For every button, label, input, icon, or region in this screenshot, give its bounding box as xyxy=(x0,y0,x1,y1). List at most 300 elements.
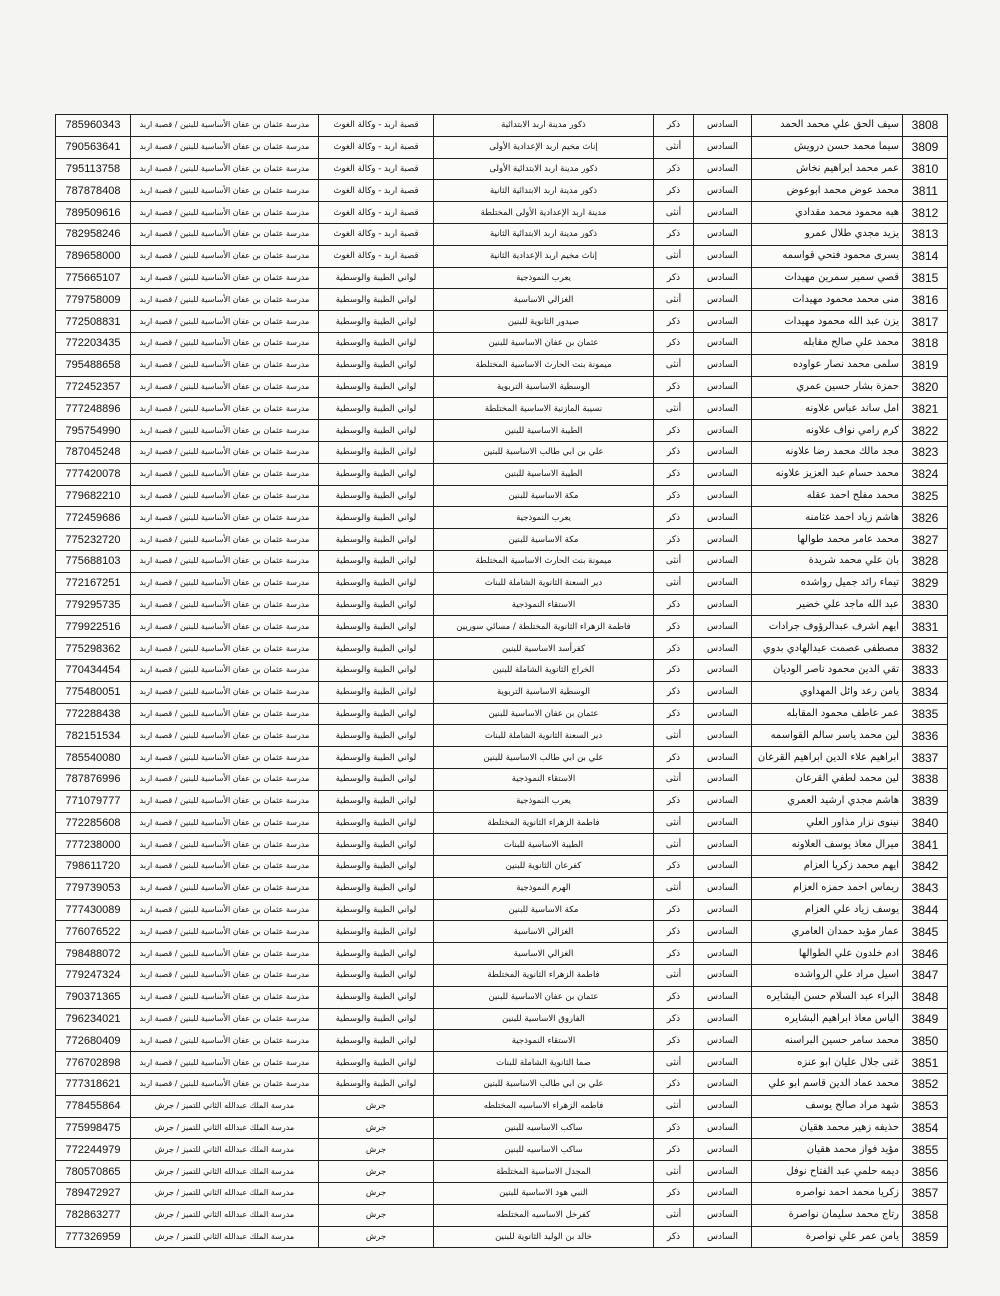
directorate-cell: لواني الطيبة والوسطية xyxy=(319,790,434,812)
student-name-cell: ديمه حلمي عبد الفتاح نوفل xyxy=(752,1161,903,1183)
assigned-school-cell: مدرسة عثمان بن عفان الأساسية للبنين / قصبة اربد xyxy=(131,790,319,812)
grade-cell: السادس xyxy=(694,529,752,551)
grade-cell: السادس xyxy=(694,202,752,224)
student-name-cell: ايهم اشرف عبدالرؤوف جرادات xyxy=(752,616,903,638)
assigned-school-cell: مدرسة عثمان بن عفان الأساسية للبنين / قصبة اربد xyxy=(131,398,319,420)
gender-cell: ذكر xyxy=(654,659,694,681)
assigned-school-cell: مدرسة عثمان بن عفان الأساسية للبنين / قصبة اربد xyxy=(131,616,319,638)
grade-cell: السادس xyxy=(694,507,752,529)
current-school-cell: الاستقاء النموذجية xyxy=(434,1030,654,1052)
phone-number-cell: 798611720 xyxy=(56,856,131,878)
student-name-cell: زكريا محمد احمد نواصره xyxy=(752,1183,903,1205)
serial-number-cell: 3837 xyxy=(903,747,948,769)
current-school-cell: خالد بن الوليد الثانوية للبنين xyxy=(434,1226,654,1248)
current-school-cell: المجدل الاساسية المختلطة xyxy=(434,1161,654,1183)
serial-number-cell: 3818 xyxy=(903,332,948,354)
student-roster-table xyxy=(55,114,948,1248)
current-school-cell: ذكور مدينة اربد الابتدائية الأولى xyxy=(434,158,654,180)
student-name-cell: سيما محمد حسن درويش xyxy=(752,136,903,158)
serial-number-cell: 3808 xyxy=(903,115,948,137)
gender-cell: ذكر xyxy=(654,463,694,485)
grade-cell: السادس xyxy=(694,1226,752,1248)
assigned-school-cell: مدرسة عثمان بن عفان الأساسية للبنين / قصبة اربد xyxy=(131,289,319,311)
grade-cell: السادس xyxy=(694,681,752,703)
grade-cell: السادس xyxy=(694,703,752,725)
directorate-cell: لواني الطيبة والوسطية xyxy=(319,1074,434,1096)
grade-cell: السادس xyxy=(694,332,752,354)
student-name-cell: محمد حسام عبد العزيز علاونه xyxy=(752,463,903,485)
student-name-cell: يامن رعد وائل المهداوي xyxy=(752,681,903,703)
student-name-cell: هاشم مجدي ارشيد العمري xyxy=(752,790,903,812)
student-name-cell: لين محمد ياسر سالم القواسمه xyxy=(752,725,903,747)
gender-cell: ذكر xyxy=(654,420,694,442)
table-row xyxy=(56,681,948,703)
phone-number-cell: 787045248 xyxy=(56,441,131,463)
current-school-cell: الفاروق الاساسية للبنين xyxy=(434,1008,654,1030)
table-row xyxy=(56,354,948,376)
grade-cell: السادس xyxy=(694,659,752,681)
student-name-cell: محمد عوض محمد ابوعوض xyxy=(752,180,903,202)
student-name-cell: سلمى محمد نصار عواوده xyxy=(752,354,903,376)
directorate-cell: لواني الطيبة والوسطية xyxy=(319,1008,434,1030)
phone-number-cell: 777420078 xyxy=(56,463,131,485)
current-school-cell: إناث مخيم اربد الإعدادية الثانية xyxy=(434,245,654,267)
current-school-cell: الطيبة الاساسية للبنين xyxy=(434,420,654,442)
gender-cell: ذكر xyxy=(654,638,694,660)
serial-number-cell: 3849 xyxy=(903,1008,948,1030)
phone-number-cell: 787876996 xyxy=(56,768,131,790)
phone-number-cell: 772459686 xyxy=(56,507,131,529)
directorate-cell: لواني الطيبة والوسطية xyxy=(319,332,434,354)
assigned-school-cell: مدرسة عثمان بن عفان الأساسية للبنين / قصبة اربد xyxy=(131,115,319,137)
grade-cell: السادس xyxy=(694,921,752,943)
assigned-school-cell: مدرسة عثمان بن عفان الأساسية للبنين / قصبة اربد xyxy=(131,1030,319,1052)
serial-number-cell: 3832 xyxy=(903,638,948,660)
grade-cell: السادس xyxy=(694,158,752,180)
table-row xyxy=(56,1183,948,1205)
phone-number-cell: 795113758 xyxy=(56,158,131,180)
grade-cell: السادس xyxy=(694,1117,752,1139)
serial-number-cell: 3852 xyxy=(903,1074,948,1096)
phone-number-cell: 785540080 xyxy=(56,747,131,769)
phone-number-cell: 789658000 xyxy=(56,245,131,267)
current-school-cell: مكة الاساسية للبنين xyxy=(434,899,654,921)
table-row xyxy=(56,158,948,180)
directorate-cell: لواني الطيبة والوسطية xyxy=(319,420,434,442)
directorate-cell: لواني الطيبة والوسطية xyxy=(319,856,434,878)
table-row xyxy=(56,463,948,485)
current-school-cell: ميمونة بنت الحارث الاساسية المختلطة xyxy=(434,354,654,376)
current-school-cell: كفرأسد الاساسية للبنين xyxy=(434,638,654,660)
phone-number-cell: 772285608 xyxy=(56,812,131,834)
assigned-school-cell: مدرسة عثمان بن عفان الأساسية للبنين / قصبة اربد xyxy=(131,834,319,856)
grade-cell: السادس xyxy=(694,965,752,987)
student-name-cell: ميرال معاذ يوسف العلاونه xyxy=(752,834,903,856)
table-row xyxy=(56,1139,948,1161)
serial-number-cell: 3857 xyxy=(903,1183,948,1205)
serial-number-cell: 3815 xyxy=(903,267,948,289)
serial-number-cell: 3829 xyxy=(903,572,948,594)
assigned-school-cell: مدرسة عثمان بن عفان الأساسية للبنين / قصبة اربد xyxy=(131,899,319,921)
grade-cell: السادس xyxy=(694,768,752,790)
table-row xyxy=(56,790,948,812)
phone-number-cell: 780570865 xyxy=(56,1161,131,1183)
current-school-cell: علي بن ابي طالب الاساسية للبنين xyxy=(434,441,654,463)
gender-cell: أنثى xyxy=(654,725,694,747)
current-school-cell: الاستقاء النموذجية xyxy=(434,594,654,616)
table-row xyxy=(56,1074,948,1096)
assigned-school-cell: مدرسة عثمان بن عفان الأساسية للبنين / قصبة اربد xyxy=(131,202,319,224)
serial-number-cell: 3858 xyxy=(903,1204,948,1226)
grade-cell: السادس xyxy=(694,1183,752,1205)
directorate-cell: قصبة اربد - وكالة الغوث xyxy=(319,136,434,158)
directorate-cell: لواني الطيبة والوسطية xyxy=(319,1030,434,1052)
table-row xyxy=(56,1117,948,1139)
gender-cell: ذكر xyxy=(654,485,694,507)
table-row xyxy=(56,877,948,899)
serial-number-cell: 3834 xyxy=(903,681,948,703)
table-row xyxy=(56,768,948,790)
current-school-cell: النبي هود الاساسية للبنين xyxy=(434,1183,654,1205)
gender-cell: ذكر xyxy=(654,180,694,202)
grade-cell: السادس xyxy=(694,550,752,572)
grade-cell: السادس xyxy=(694,856,752,878)
student-name-cell: لين محمد لطفي القرعان xyxy=(752,768,903,790)
assigned-school-cell: مدرسة عثمان بن عفان الأساسية للبنين / قصبة اربد xyxy=(131,463,319,485)
current-school-cell: عثمان بن عفان الاساسية للبنين xyxy=(434,986,654,1008)
table-row xyxy=(56,267,948,289)
serial-number-cell: 3853 xyxy=(903,1095,948,1117)
assigned-school-cell: مدرسة عثمان بن عفان الأساسية للبنين / قصبة اربد xyxy=(131,158,319,180)
student-name-cell: سيف الحق علي محمد الحمد xyxy=(752,115,903,137)
grade-cell: السادس xyxy=(694,1095,752,1117)
phone-number-cell: 777238000 xyxy=(56,834,131,856)
serial-number-cell: 3825 xyxy=(903,485,948,507)
serial-number-cell: 3848 xyxy=(903,986,948,1008)
table-row xyxy=(56,289,948,311)
current-school-cell: الهرم النموذجية xyxy=(434,877,654,899)
phone-number-cell: 775665107 xyxy=(56,267,131,289)
student-name-cell: ادم خلدون علي الطوالها xyxy=(752,943,903,965)
directorate-cell: لواني الطيبة والوسطية xyxy=(319,877,434,899)
gender-cell: ذكر xyxy=(654,158,694,180)
current-school-cell: ساكب الاساسيه للبنين xyxy=(434,1117,654,1139)
student-name-cell: البراء عبد السلام حسن البشايره xyxy=(752,986,903,1008)
serial-number-cell: 3840 xyxy=(903,812,948,834)
phone-number-cell: 785960343 xyxy=(56,115,131,137)
assigned-school-cell: مدرسة عثمان بن عفان الأساسية للبنين / قصبة اربد xyxy=(131,420,319,442)
directorate-cell: لواني الطيبة والوسطية xyxy=(319,376,434,398)
grade-cell: السادس xyxy=(694,398,752,420)
student-name-cell: غنى جلال عليان ابو عنزه xyxy=(752,1052,903,1074)
grade-cell: السادس xyxy=(694,899,752,921)
assigned-school-cell: مدرسة عثمان بن عفان الأساسية للبنين / قصبة اربد xyxy=(131,965,319,987)
student-name-cell: يسرى محمود فتحي قواسمه xyxy=(752,245,903,267)
phone-number-cell: 779247324 xyxy=(56,965,131,987)
current-school-cell: يعرب النموذجية xyxy=(434,790,654,812)
assigned-school-cell: مدرسة عثمان بن عفان الأساسية للبنين / قصبة اربد xyxy=(131,943,319,965)
assigned-school-cell: مدرسة عثمان بن عفان الأساسية للبنين / قصبة اربد xyxy=(131,529,319,551)
assigned-school-cell: مدرسة عثمان بن عفان الأساسية للبنين / قصبة اربد xyxy=(131,507,319,529)
grade-cell: السادس xyxy=(694,136,752,158)
serial-number-cell: 3827 xyxy=(903,529,948,551)
serial-number-cell: 3830 xyxy=(903,594,948,616)
current-school-cell: مكة الاساسية للبنين xyxy=(434,485,654,507)
gender-cell: أنثى xyxy=(654,1052,694,1074)
table-row xyxy=(56,180,948,202)
table-row xyxy=(56,1226,948,1248)
phone-number-cell: 775998475 xyxy=(56,1117,131,1139)
grade-cell: السادس xyxy=(694,943,752,965)
table-row xyxy=(56,550,948,572)
phone-number-cell: 775480051 xyxy=(56,681,131,703)
current-school-cell: الطيبة الاساسية للبنات xyxy=(434,834,654,856)
gender-cell: ذكر xyxy=(654,1117,694,1139)
current-school-cell: الوسطية الاساسية التربوية xyxy=(434,376,654,398)
serial-number-cell: 3854 xyxy=(903,1117,948,1139)
table-row xyxy=(56,420,948,442)
assigned-school-cell: مدرسة عثمان بن عفان الأساسية للبنين / قصبة اربد xyxy=(131,921,319,943)
directorate-cell: لواني الطيبة والوسطية xyxy=(319,703,434,725)
phone-number-cell: 775298362 xyxy=(56,638,131,660)
table-row xyxy=(56,747,948,769)
gender-cell: أنثى xyxy=(654,965,694,987)
gender-cell: أنثى xyxy=(654,354,694,376)
student-name-cell: محمد عامر محمد طوالها xyxy=(752,529,903,551)
directorate-cell: لواني الطيبة والوسطية xyxy=(319,572,434,594)
grade-cell: السادس xyxy=(694,1204,752,1226)
serial-number-cell: 3821 xyxy=(903,398,948,420)
table-row xyxy=(56,398,948,420)
table-row xyxy=(56,921,948,943)
assigned-school-cell: مدرسة الملك عبدالله الثاني للتميز / جرش xyxy=(131,1095,319,1117)
directorate-cell: لواني الطيبة والوسطية xyxy=(319,725,434,747)
directorate-cell: لواني الطيبة والوسطية xyxy=(319,834,434,856)
gender-cell: أنثى xyxy=(654,812,694,834)
gender-cell: ذكر xyxy=(654,376,694,398)
table-row xyxy=(56,812,948,834)
phone-number-cell: 779682210 xyxy=(56,485,131,507)
directorate-cell: لواني الطيبة والوسطية xyxy=(319,398,434,420)
gender-cell: ذكر xyxy=(654,332,694,354)
phone-number-cell: 777326959 xyxy=(56,1226,131,1248)
assigned-school-cell: مدرسة عثمان بن عفان الأساسية للبنين / قصبة اربد xyxy=(131,332,319,354)
directorate-cell: لواني الطيبة والوسطية xyxy=(319,965,434,987)
directorate-cell: جرش xyxy=(319,1117,434,1139)
student-name-cell: رتاج محمد سليمان نواصرة xyxy=(752,1204,903,1226)
serial-number-cell: 3856 xyxy=(903,1161,948,1183)
current-school-cell: كفرخل الاساسيه المختلطه xyxy=(434,1204,654,1226)
current-school-cell: كفرعان الثانوية للبنين xyxy=(434,856,654,878)
assigned-school-cell: مدرسة عثمان بن عفان الأساسية للبنين / قصبة اربد xyxy=(131,703,319,725)
current-school-cell: ساكب الاساسيه للبنين xyxy=(434,1139,654,1161)
assigned-school-cell: مدرسة عثمان بن عفان الأساسية للبنين / قصبة اربد xyxy=(131,1074,319,1096)
directorate-cell: لواني الطيبة والوسطية xyxy=(319,681,434,703)
student-name-cell: تيماء رائد جميل رواشده xyxy=(752,572,903,594)
assigned-school-cell: مدرسة عثمان بن عفان الأساسية للبنين / قصبة اربد xyxy=(131,1052,319,1074)
grade-cell: السادس xyxy=(694,354,752,376)
directorate-cell: جرش xyxy=(319,1183,434,1205)
grade-cell: السادس xyxy=(694,594,752,616)
phone-number-cell: 777318621 xyxy=(56,1074,131,1096)
current-school-cell: إناث مخيم اربد الإعدادية الأولى xyxy=(434,136,654,158)
phone-number-cell: 795754990 xyxy=(56,420,131,442)
current-school-cell: عثمان بن عفان الاساسية للبنين xyxy=(434,332,654,354)
table-row xyxy=(56,725,948,747)
table-row xyxy=(56,529,948,551)
serial-number-cell: 3844 xyxy=(903,899,948,921)
gender-cell: ذكر xyxy=(654,1008,694,1030)
gender-cell: أنثى xyxy=(654,768,694,790)
current-school-cell: الاستقاء النموذجية xyxy=(434,768,654,790)
table-row xyxy=(56,441,948,463)
student-name-cell: ايهم محمد زكريا العزام xyxy=(752,856,903,878)
grade-cell: السادس xyxy=(694,223,752,245)
phone-number-cell: 771079777 xyxy=(56,790,131,812)
phone-number-cell: 778455864 xyxy=(56,1095,131,1117)
grade-cell: السادس xyxy=(694,1030,752,1052)
current-school-cell: نسيبة المازنية الاساسية المختلطة xyxy=(434,398,654,420)
student-name-cell: بان علي محمد شريدة xyxy=(752,550,903,572)
grade-cell: السادس xyxy=(694,1052,752,1074)
phone-number-cell: 772203435 xyxy=(56,332,131,354)
assigned-school-cell: مدرسة عثمان بن عفان الأساسية للبنين / قصبة اربد xyxy=(131,485,319,507)
gender-cell: أنثى xyxy=(654,877,694,899)
table-row xyxy=(56,943,948,965)
directorate-cell: قصبة اربد - وكالة الغوث xyxy=(319,158,434,180)
grade-cell: السادس xyxy=(694,1161,752,1183)
phone-number-cell: 779295735 xyxy=(56,594,131,616)
current-school-cell: صيدور الثانوية للبنين xyxy=(434,311,654,333)
directorate-cell: لواني الطيبة والوسطية xyxy=(319,768,434,790)
table-row xyxy=(56,1052,948,1074)
serial-number-cell: 3850 xyxy=(903,1030,948,1052)
current-school-cell: عثمان بن عفان الاساسية للبنين xyxy=(434,703,654,725)
serial-number-cell: 3828 xyxy=(903,550,948,572)
directorate-cell: جرش xyxy=(319,1139,434,1161)
current-school-cell: ذكور مدينة اربد الابتدائية الثانية xyxy=(434,180,654,202)
directorate-cell: لواني الطيبة والوسطية xyxy=(319,659,434,681)
grade-cell: السادس xyxy=(694,1139,752,1161)
student-name-cell: هاشم زياد احمد عثامنه xyxy=(752,507,903,529)
student-name-cell: اسيل مراد علي الرواشده xyxy=(752,965,903,987)
grade-cell: السادس xyxy=(694,180,752,202)
directorate-cell: قصبة اربد - وكالة الغوث xyxy=(319,245,434,267)
current-school-cell: الغزالي الاساسية xyxy=(434,943,654,965)
directorate-cell: قصبة اربد - وكالة الغوث xyxy=(319,202,434,224)
serial-number-cell: 3831 xyxy=(903,616,948,638)
assigned-school-cell: مدرسة عثمان بن عفان الأساسية للبنين / قصبة اربد xyxy=(131,877,319,899)
directorate-cell: لواني الطيبة والوسطية xyxy=(319,594,434,616)
phone-number-cell: 772244979 xyxy=(56,1139,131,1161)
current-school-cell: صما الثانوية الشاملة للبنات xyxy=(434,1052,654,1074)
gender-cell: أنثى xyxy=(654,572,694,594)
assigned-school-cell: مدرسة عثمان بن عفان الأساسية للبنين / قصبة اربد xyxy=(131,1008,319,1030)
student-name-cell: حذيفه زهير محمد هقيان xyxy=(752,1117,903,1139)
gender-cell: أنثى xyxy=(654,202,694,224)
current-school-cell: يعرب النموذجية xyxy=(434,507,654,529)
directorate-cell: جرش xyxy=(319,1161,434,1183)
gender-cell: ذكر xyxy=(654,1074,694,1096)
serial-number-cell: 3822 xyxy=(903,420,948,442)
current-school-cell: ميمونة بنت الحارث الاساسية المختلطة xyxy=(434,550,654,572)
gender-cell: ذكر xyxy=(654,529,694,551)
assigned-school-cell: مدرسة عثمان بن عفان الأساسية للبنين / قصبة اربد xyxy=(131,354,319,376)
phone-number-cell: 779758009 xyxy=(56,289,131,311)
assigned-school-cell: مدرسة الملك عبدالله الثاني للتميز / جرش xyxy=(131,1204,319,1226)
directorate-cell: لواني الطيبة والوسطية xyxy=(319,463,434,485)
serial-number-cell: 3836 xyxy=(903,725,948,747)
table-row xyxy=(56,245,948,267)
gender-cell: أنثى xyxy=(654,136,694,158)
gender-cell: ذكر xyxy=(654,267,694,289)
table-row xyxy=(56,376,948,398)
current-school-cell: يعرب النموذجية xyxy=(434,267,654,289)
student-name-cell: مجد مالك محمد رضا علاونه xyxy=(752,441,903,463)
serial-number-cell: 3819 xyxy=(903,354,948,376)
serial-number-cell: 3820 xyxy=(903,376,948,398)
table-row xyxy=(56,638,948,660)
directorate-cell: لواني الطيبة والوسطية xyxy=(319,1052,434,1074)
grade-cell: السادس xyxy=(694,616,752,638)
assigned-school-cell: مدرسة عثمان بن عفان الأساسية للبنين / قصبة اربد xyxy=(131,812,319,834)
serial-number-cell: 3833 xyxy=(903,659,948,681)
table-row xyxy=(56,332,948,354)
current-school-cell: الخراج الثانوية الشاملة للبنين xyxy=(434,659,654,681)
grade-cell: السادس xyxy=(694,441,752,463)
student-name-cell: ابراهيم علاء الدين ابراهيم القرعان xyxy=(752,747,903,769)
gender-cell: أنثى xyxy=(654,1161,694,1183)
table-row xyxy=(56,703,948,725)
directorate-cell: قصبة اربد - وكالة الغوث xyxy=(319,115,434,137)
serial-number-cell: 3841 xyxy=(903,834,948,856)
gender-cell: ذكر xyxy=(654,943,694,965)
gender-cell: ذكر xyxy=(654,115,694,137)
directorate-cell: لواني الطيبة والوسطية xyxy=(319,507,434,529)
serial-number-cell: 3817 xyxy=(903,311,948,333)
student-name-cell: يامن عمر علي نواصرة xyxy=(752,1226,903,1248)
phone-number-cell: 795488658 xyxy=(56,354,131,376)
student-name-cell: ريماس احمد حمزه العزام xyxy=(752,877,903,899)
serial-number-cell: 3813 xyxy=(903,223,948,245)
gender-cell: ذكر xyxy=(654,1030,694,1052)
table-row xyxy=(56,311,948,333)
gender-cell: ذكر xyxy=(654,311,694,333)
phone-number-cell: 777430089 xyxy=(56,899,131,921)
phone-number-cell: 779922516 xyxy=(56,616,131,638)
serial-number-cell: 3842 xyxy=(903,856,948,878)
table-row xyxy=(56,616,948,638)
serial-number-cell: 3814 xyxy=(903,245,948,267)
grade-cell: السادس xyxy=(694,834,752,856)
grade-cell: السادس xyxy=(694,376,752,398)
phone-number-cell: 796234021 xyxy=(56,1008,131,1030)
student-name-cell: عمار مؤيد حمدان العامري xyxy=(752,921,903,943)
assigned-school-cell: مدرسة عثمان بن عفان الأساسية للبنين / قصبة اربد xyxy=(131,180,319,202)
directorate-cell: لواني الطيبة والوسطية xyxy=(319,354,434,376)
gender-cell: ذكر xyxy=(654,747,694,769)
serial-number-cell: 3824 xyxy=(903,463,948,485)
serial-number-cell: 3846 xyxy=(903,943,948,965)
directorate-cell: لواني الطيبة والوسطية xyxy=(319,899,434,921)
student-name-cell: تقي الدين محمود ناصر الوديان xyxy=(752,659,903,681)
assigned-school-cell: مدرسة عثمان بن عفان الأساسية للبنين / قصبة اربد xyxy=(131,267,319,289)
serial-number-cell: 3835 xyxy=(903,703,948,725)
phone-number-cell: 790371365 xyxy=(56,986,131,1008)
phone-number-cell: 770434454 xyxy=(56,659,131,681)
current-school-cell: الغزالي الاساسية xyxy=(434,289,654,311)
directorate-cell: قصبة اربد - وكالة الغوث xyxy=(319,223,434,245)
